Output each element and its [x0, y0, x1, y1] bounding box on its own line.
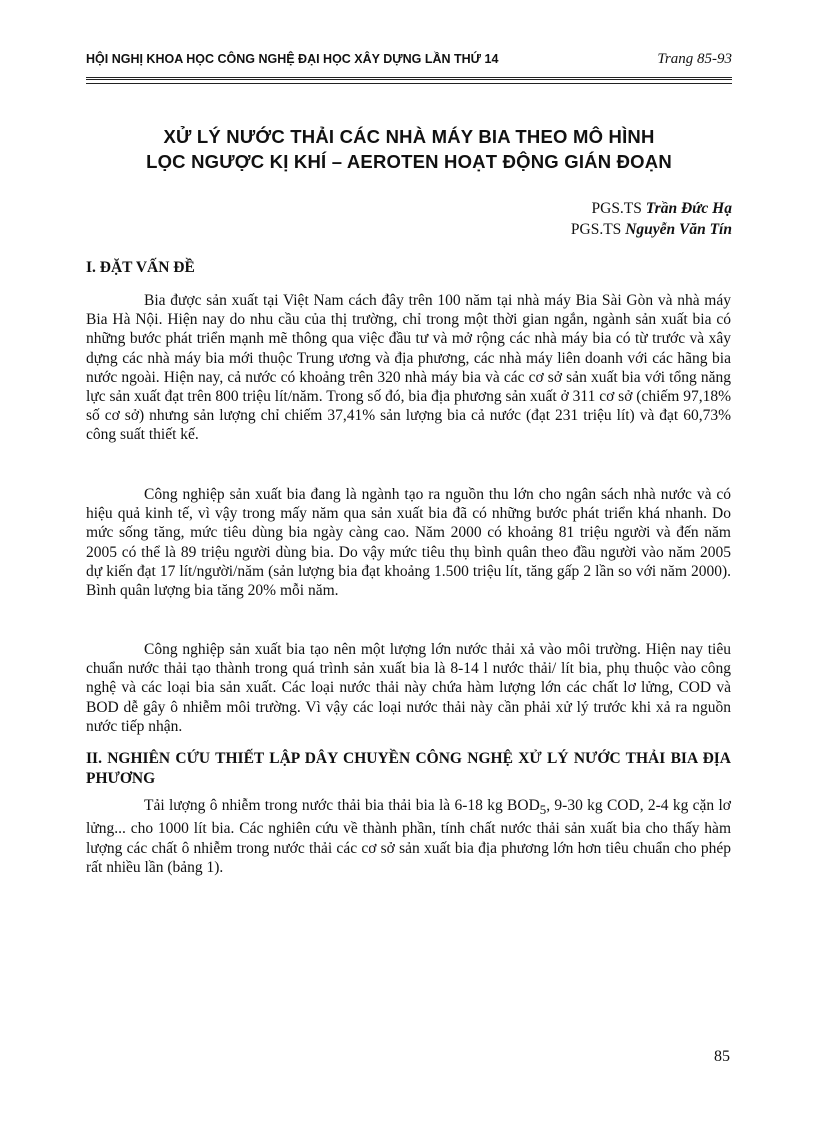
title-line-1: XỬ LÝ NƯỚC THẢI CÁC NHÀ MÁY BIA THEO MÔ HÌNH — [163, 126, 655, 147]
author-2-title: PGS.TS — [570, 221, 622, 238]
bod-subscript: 5 — [539, 802, 547, 818]
section-2-paragraph-1-part-a: Tải lượng ô nhiễm trong nước thải bia thải bia là 6-18 kg BOD — [144, 797, 540, 814]
section-2-paragraph-1 — [86, 796, 731, 877]
section-1-paragraph-2: Công nghiệp sản xuất bia đang là ngành tạo ra nguồn thu lớn cho ngân sách nhà nước và có hiệu quả kinh tế, vì vậy trong mấy năm qua sản xuất bia đã có những bước phát triển khá nhanh. Do mức sống tăng, mức tiêu dùng bia ngày càng cao. Năm 2000 có khoảng 81 triệu người và đến năm 2005 có thể là 89 triệu người dùng bia. Do vậy mức tiêu thụ bình quân theo đầu người vào năm 2005 dự kiến đạt 17 lít/người/năm (sản lượng bia đạt khoảng 1.500 triệu lít, tăng gấp 2 lần so với năm 2000). Bình quân lượng bia tăng 20% mỗi năm. — [86, 486, 731, 600]
section-1-paragraph-3: Công nghiệp sản xuất bia tạo nên một lượng lớn nước thải xả vào môi trường. Hiện nay tiêu chuẩn nước thải tạo thành trong quá trình sản xuất bia là 8-14 l nước thải/ lít bia, phụ thuộc vào công nghệ và các loại bia sản xuất. Các loại nước thải này chứa hàm lượng lớn các chất lơ lửng, COD và BOD dễ gây ô nhiễm môi trường. Vì vậy các loại nước thải này cần phải xử lý trước khi xả ra nguồn nước tiếp nhận. — [86, 641, 731, 735]
section-1-paragraph-1: Bia được sản xuất tại Việt Nam cách đây trên 100 năm tại nhà máy Bia Sài Gòn và nhà máy Bia Hà Nội. Hiện nay do nhu cầu của thị trường, chỉ trong một thời gian ngắn, ngành sản xuất bia có những bước phát triển mạnh mẽ thông qua việc đầu tư và mở rộng các nhà máy bia có từ trước và xây dựng các nhà máy bia mới thuộc Trung ương và địa phương, các nhà máy liên doanh với các hãng bia nước ngoài. Hiện nay, cả nước có khoảng trên 320 nhà máy bia và các cơ sở sản xuất bia với tổng năng lực sản xuất đạt trên 800 triệu lít/năm. Trong số đó, bia địa phương sản xuất ở 311 cơ sở (chiếm 97,18% số cơ sở) nhưng sản lượng chỉ chiếm 37,41% sản lượng bia cả nước (đạt 231 triệu lít) và đạt 60,73% công suất thiết kế. — [86, 292, 731, 444]
author-list — [571, 198, 732, 240]
conference-name: HỘI NGHỊ KHOA HỌC CÔNG NGHỆ ĐẠI HỌC XÂY DỰNG LẦN THỨ 14 — [86, 52, 499, 66]
running-header — [86, 52, 732, 66]
page-range: Trang 85-93 — [657, 51, 732, 67]
paper-title — [86, 124, 732, 174]
author-2-name: Nguyễn Văn Tín — [625, 221, 732, 238]
title-line-2: LỌC NGƯỢC KỊ KHÍ – AEROTEN HOẠT ĐỘNG GIÁN ĐOẠN — [146, 151, 672, 172]
author-1-name: Trần Đức Hạ — [645, 200, 732, 217]
author-1-title: PGS.TS — [591, 200, 642, 217]
section-1-heading: I. ĐẶT VẤN ĐỀ — [86, 259, 195, 276]
section-2-paragraph-1-part-b: , 9-30 kg COD, 2-4 kg cặn lơ lửng... cho 1000 lít bia. Các nghiên cứu về thành phần, tính chất nước thải sản xuất bia cho thấy hàm lượng các chất ô nhiễm trong nước thải các cơ sở sản xuất bia địa phương lớn hơn tiêu chuẩn cho phép rất nhiều lần (bảng 1). — [86, 797, 731, 876]
page-number: 85 — [714, 1048, 730, 1065]
author-2 — [571, 219, 732, 240]
header-rule — [86, 77, 732, 84]
section-2-heading: II. NGHIÊN CỨU THIẾT LẬP DÂY CHUYỀN CÔNG NGHỆ XỬ LÝ NƯỚC THẢI BIA ĐỊA PHƯƠNG — [86, 750, 731, 787]
author-1 — [571, 198, 732, 219]
